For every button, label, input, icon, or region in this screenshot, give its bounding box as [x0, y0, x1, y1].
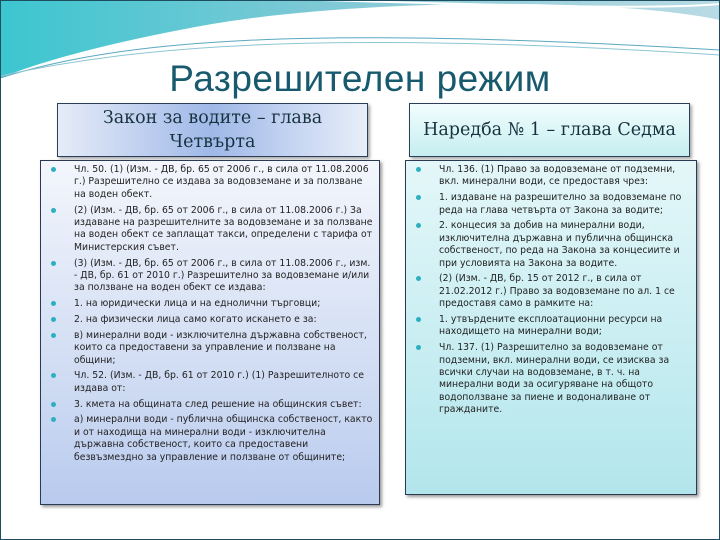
item-text: а) минерални води - публична общинска собственост, както и от находища на минерални води - изключителна държавна собственост, които са предоставени безвъзмездно за управление и ползване от общините; — [74, 414, 373, 463]
list-item — [49, 205, 373, 255]
bullet-icon — [416, 276, 421, 281]
list-item — [414, 342, 690, 416]
list-item — [49, 330, 373, 367]
bullet-icon — [416, 317, 421, 322]
list-item — [414, 314, 690, 339]
list-item — [49, 314, 373, 326]
right-column-body — [405, 160, 697, 495]
bullet-icon — [416, 345, 421, 350]
bullet-icon — [51, 373, 56, 378]
bullet-icon — [51, 317, 56, 322]
bullet-icon — [416, 167, 421, 172]
bullet-icon — [51, 417, 56, 422]
bullet-icon — [51, 167, 56, 172]
bullet-icon — [51, 333, 56, 338]
item-text: (2) (Изм. - ДВ, бр. 65 от 2006 г., в сила от 11.08.2006 г.) За издаване на разрешителните за водовземане и за ползване на воден обект се заплащат такси, определени с тарифа от Министерския съвет. — [74, 204, 373, 253]
bullet-icon — [51, 301, 56, 306]
item-text: Чл. 137. (1) Разрешително за водовземане от подземни, вкл. минерални води, се изисква за всички случаи на водовземане, в т. ч. на минерални води за осигуряване на общото водоползване за пиене и водоналиване от гражданите. — [439, 342, 670, 416]
right-bullet-list — [414, 164, 690, 417]
list-item — [49, 258, 373, 295]
bullet-icon — [416, 223, 421, 228]
item-text: Чл. 50. (1) (Изм. - ДВ, бр. 65 от 2006 г., в сила от 11.08.2006 г.) Разрешително се издава за водовземане и за ползване на воден обект. — [74, 164, 369, 200]
item-text: Чл. 52. (Изм. - ДВ, бр. 61 от 2010 г.) (1) Разрешителното се издава от: — [74, 370, 364, 394]
list-item — [49, 370, 373, 395]
item-text: 1. утвърдените експлоатационни ресурси на находището на минерални води; — [439, 314, 663, 338]
list-item — [49, 414, 373, 464]
slide-title: Разрешителен режим — [169, 58, 551, 99]
list-item — [414, 192, 690, 217]
bullet-icon — [51, 261, 56, 266]
bullet-icon — [416, 195, 421, 200]
item-text: (3) (Изм. - ДВ, бр. 65 от 2006 г., в сила от 11.08.2006 г., изм. - ДВ, бр. 61 от 2010 г.) Разрешително за водовземане и/или за ползване на воден обект се издава: — [74, 257, 371, 294]
item-text: 1. издаване на разрешително за водовземане по реда на глава четвърта от Закона за водите; — [439, 192, 682, 216]
item-text: Чл. 136. (1) Право за водовземане от подземни, вкл. минерални води, се предоставя чрез: — [439, 164, 676, 188]
list-item — [49, 399, 373, 411]
bullet-icon — [51, 208, 56, 213]
list-item — [414, 220, 690, 270]
item-text: 2. на физически лица само когато искането е за: — [74, 314, 317, 326]
list-item — [49, 298, 373, 310]
right-column-heading: Наредба № 1 – глава Седма — [409, 103, 690, 157]
bullet-icon — [51, 402, 56, 407]
left-bullet-list — [49, 164, 373, 464]
left-column-heading: Закон за водите – глава Четвърта — [57, 103, 368, 157]
item-text: 2. концесия за добив на минерални води, изключителна държавна и публична общинска собственост, по реда на Закона за концесиите и при условията на Закона за водите. — [439, 220, 680, 269]
left-column-body — [40, 160, 380, 505]
item-text: 1. на юридически лица и на еднолични търговци; — [74, 298, 321, 310]
item-text: 3. кмета на общината след решение на общинския съвет: — [74, 398, 362, 410]
list-item — [414, 164, 690, 189]
list-item — [49, 164, 373, 201]
list-item — [414, 273, 690, 310]
item-text: в) минерални води - изключителна държавна собственост, които са предоставени за управление и ползване на общини; — [74, 329, 367, 366]
item-text: (2) (Изм. - ДВ, бр. 15 от 2012 г., в сила от 21.02.2012 г.) Право за водовземане по ал. 1 се предоставя само в рамките на: — [439, 273, 675, 310]
